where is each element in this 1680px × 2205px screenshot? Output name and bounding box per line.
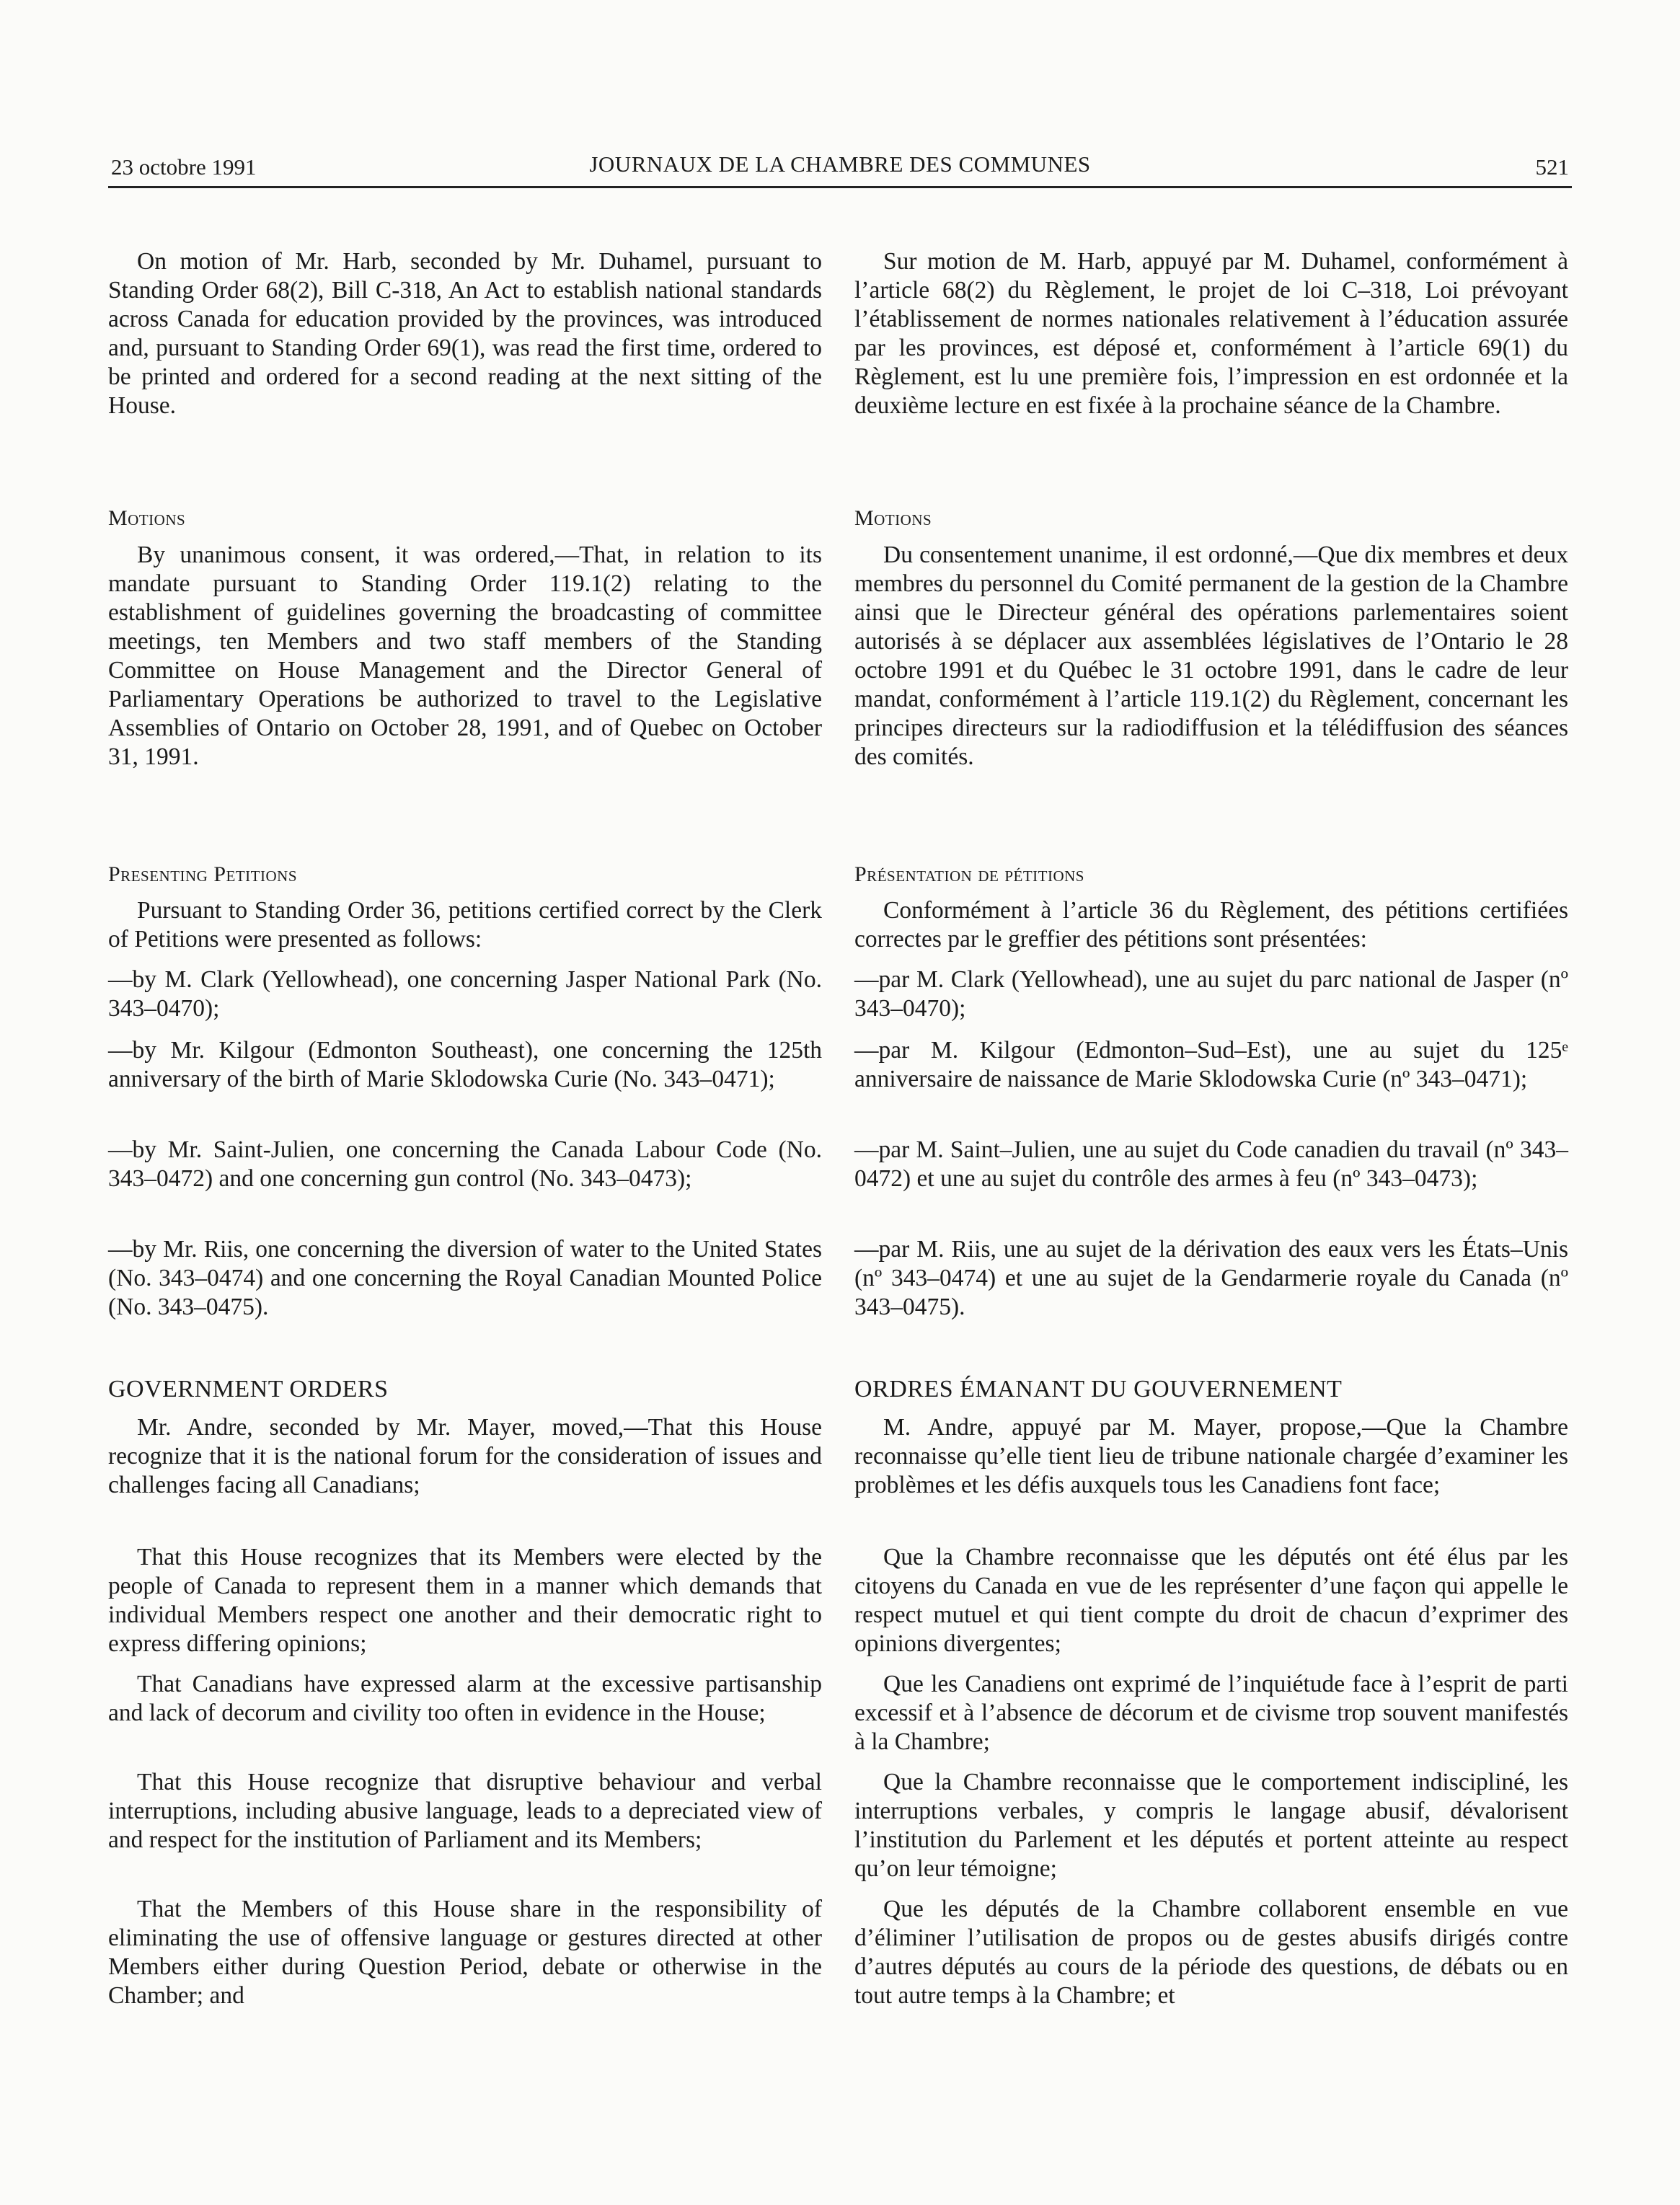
fr-gov-paragraph: M. Andre, appuyé par M. Mayer, propose,—Que la Chambre reconnaisse qu’elle tient lieu de tribune nationale chargée d’examiner les problèmes et les défis auxquels tous les Canadiens font face; [854, 1414, 1568, 1498]
header-title: JOURNAUX DE LA CHAMBRE DES COMMUNES [589, 151, 1091, 177]
en-gov-paragraph: That this House recognizes that its Members were elected by the people of Canada to represent them in a manner which demands that individual Members respect one another and their democratic right to express differing opinions; [108, 1544, 822, 1657]
en-motions-text: By unanimous consent, it was ordered,—That, in relation to its mandate pursuant to Standing Order 119.1(2) relating to the establishment of guidelines governing the broadcasting of committee meetings, ten Members and two staff members of the Standing Committee on House Management and the Director General of Parliamentary Operations be authorized to travel to the Legislative Assemblies of Ontario on October 28, 1991, and of Quebec on October 31, 1991. [108, 542, 822, 770]
en-petition-item: —by Mr. Kilgour (Edmonton Southeast), one concerning the 125th anniversary of the birth of Marie Sklodowska Curie (No. 343–0471); [108, 1037, 822, 1092]
fr-petitions-intro: Conformément à l’article 36 du Règlement, des pétitions certifiées correctes par le greffier des pétitions sont présentées: [854, 897, 1568, 953]
fr-gov-heading: ORDRES ÉMANANT DU GOUVERNEMENT [854, 1376, 1343, 1402]
fr-bill-intro: Sur motion de M. Harb, appuyé par M. Duhamel, conformément à l’article 68(2) du Règlement, le projet de loi C–318, Loi prévoyant l’établissement de normes nationales relativement à l’éducation assurée par les provinces, est déposé et, conformément à l’article 69(1) du Règlement, est lu une première fois, l’impression en est ordonnée et la deuxième lecture en est fixée à la prochaine séance de la Chambre. [854, 248, 1568, 419]
en-petition-item: —by Mr. Saint-Julien, one concerning the Canada Labour Code (No. 343–0472) and one concerning gun control (No. 343–0473); [108, 1136, 822, 1192]
header-date: 23 octobre 1991 [111, 154, 257, 180]
en-gov-paragraph: That this House recognize that disruptive behaviour and verbal interruptions, including abusive language, leads to a depreciated view of and respect for the institution of Parliament and its Members; [108, 1769, 822, 1853]
fr-motions-heading: Motions [854, 506, 932, 530]
page-number: 521 [1535, 154, 1569, 180]
en-petition-item: —by M. Clark (Yellowhead), one concerning Jasper National Park (No. 343–0470); [108, 966, 822, 1022]
fr-gov-paragraph: Que les députés de la Chambre collaborent ensemble en vue d’éliminer l’utilisation de propos ou de gestes abusifs dirigés contre d’autres députés au cours de la période des questions, de débats ou en tout autre temps à la Chambre; et [854, 1896, 1568, 2009]
fr-petitions-heading: Présentation de pétitions [854, 862, 1084, 886]
fr-gov-paragraph: Que la Chambre reconnaisse que les députés ont été élus par les citoyens du Canada en vue de les représenter d’une façon qui appelle le respect mutuel et qui tient compte du droit de chacun d’exprimer des opinions divergentes; [854, 1544, 1568, 1657]
en-petitions-intro: Pursuant to Standing Order 36, petitions certified correct by the Clerk of Petitions were presented as follows: [108, 897, 822, 953]
en-gov-paragraph: Mr. Andre, seconded by Mr. Mayer, moved,—That this House recognize that it is the national forum for the consideration of issues and challenges facing all Canadians; [108, 1414, 822, 1498]
fr-petition-item: —par M. Riis, une au sujet de la dérivation des eaux vers les États–Unis (nº 343–0474) et une au sujet de la Gendarmerie royale du Canada (nº 343–0475). [854, 1236, 1568, 1320]
en-petitions-heading: Presenting Petitions [108, 862, 298, 886]
en-gov-heading: GOVERNMENT ORDERS [108, 1376, 389, 1402]
page-header [108, 151, 1572, 187]
en-gov-paragraph: That Canadians have expressed alarm at the excessive partisanship and lack of decorum and civility too often in evidence in the House; [108, 1671, 822, 1726]
en-petition-item: —by Mr. Riis, one concerning the diversion of water to the United States (No. 343–0474) and one concerning the Royal Canadian Mounted Police (No. 343–0475). [108, 1236, 822, 1320]
en-bill-intro: On motion of Mr. Harb, seconded by Mr. Duhamel, pursuant to Standing Order 68(2), Bill C-318, An Act to establish national standards across Canada for education provided by the provinces, was introduced and, pursuant to Standing Order 69(1), was read the first time, ordered to be printed and ordered for a second reading at the next sitting of the House. [108, 248, 822, 419]
header-rule [108, 186, 1572, 188]
en-gov-paragraph: That the Members of this House share in the responsibility of eliminating the use of offensive language or gestures directed at other Members either during Question Period, debate or otherwise in the Chamber; and [108, 1896, 822, 2009]
en-motions-heading: Motions [108, 506, 186, 530]
fr-petition-item: —par M. Kilgour (Edmonton–Sud–Est), une au sujet du 125ᵉ anniversaire de naissance de Marie Sklodowska Curie (nº 343–0471); [854, 1037, 1568, 1092]
fr-gov-paragraph: Que la Chambre reconnaisse que le comportement indiscipliné, les interruptions verbales, y compris le langage abusif, dévalorisent l’institution du Parlement et les députés et portent atteinte au respect qu’on leur témoigne; [854, 1769, 1568, 1882]
fr-petition-item: —par M. Clark (Yellowhead), une au sujet du parc national de Jasper (nº 343–0470); [854, 966, 1568, 1022]
fr-petition-item: —par M. Saint–Julien, une au sujet du Code canadien du travail (nº 343–0472) et une au sujet du contrôle des armes à feu (nº 343–0473); [854, 1136, 1568, 1192]
fr-motions-text: Du consentement unanime, il est ordonné,—Que dix membres et deux membres du personnel du Comité permanent de la gestion de la Chambre ainsi que le Directeur général des opérations parlementaires soient autorisés à se déplacer aux assemblées législatives de l’Ontario le 28 octobre 1991 et du Québec le 31 octobre 1991, dans le cadre de leur mandat, conformément à l’article 119.1(2) du Règlement, concernant les principes directeurs sur la radiodiffusion et la télédiffusion des séances des comités. [854, 542, 1568, 770]
fr-gov-paragraph: Que les Canadiens ont exprimé de l’inquiétude face à l’esprit de parti excessif et à l’absence de décorum et de civisme trop souvent manifestés à la Chambre; [854, 1671, 1568, 1755]
